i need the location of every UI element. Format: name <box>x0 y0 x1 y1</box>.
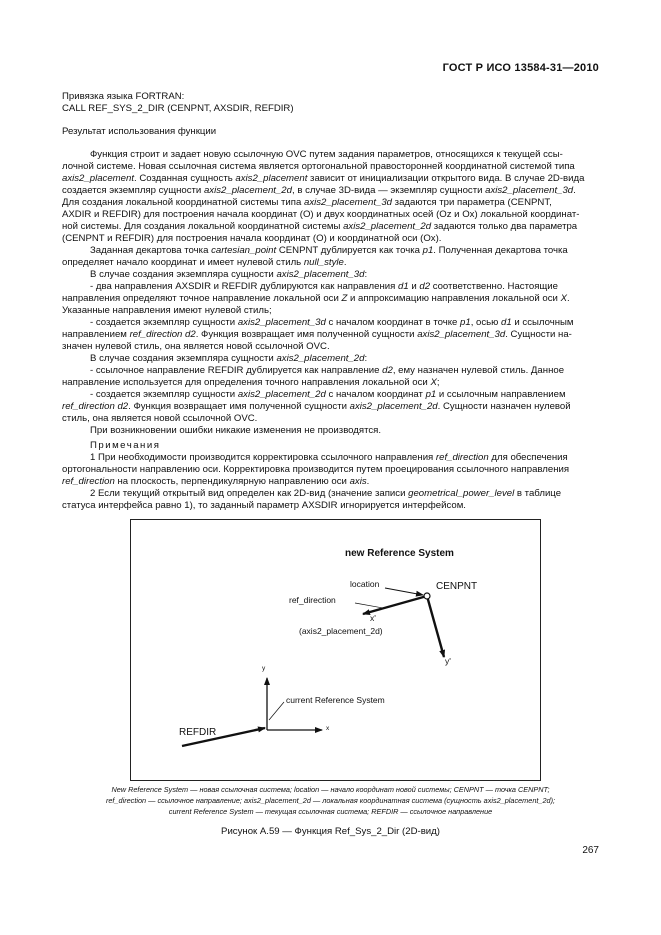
body-line: направлением ref_direction d2. Функция возвращает имя полученной сущности axis2_placement_3d. Сущности на- <box>62 329 572 340</box>
current-rs-label: current Reference System <box>286 695 385 705</box>
axis-placement-label: (axis2_placement_2d) <box>299 626 383 636</box>
y-prime-label: y' <box>445 656 451 666</box>
note-line: ортогональности направлению оси. Корректировка производится путем проецирования ссылочного направления <box>62 464 570 475</box>
body-line: направление используется для определения точного направления локальной оси X; <box>62 377 440 388</box>
note-line: 1 При необходимости производится корректировка ссылочного направления ref_direction для обеспечения <box>90 452 568 463</box>
x-prime-axis <box>363 596 427 614</box>
current-rs-leader <box>269 702 284 720</box>
legend-line: New Reference System — новая ссылочная система; location — начало координат новой системы; CENPNT — точка CENPNT; <box>111 785 550 794</box>
body-line: Заданная декартова точка cartesian_point CENPNT дублируется как точка p1. Полученная декартова точка <box>90 245 568 256</box>
body-line: значен нулевой стиль, она является новой ссылочной OVC. <box>62 341 330 352</box>
location-arrow <box>385 588 423 595</box>
y-axis-label: y <box>262 665 266 672</box>
body-line: ной системы. Для создания локальной координатной системы axis2_placement_2d задаются только два параметра <box>62 221 578 232</box>
note-line: статуса интерфейса равно 1), то заданный параметр AXSDIR игнорируется интерфейсом. <box>62 500 466 511</box>
note-line: ref_direction на плоскость, перпендикулярную направлению оси axis. <box>62 476 370 487</box>
body-line: ref_direction d2. Функция возвращает имя полученной сущности axis2_placement_2d. Сущности назначен нулевой <box>62 401 571 412</box>
body-line: направления определяют точное направление локальной оси Z и аппроксимацию направления локальной оси X. <box>62 293 570 304</box>
legend-line: current Reference System — текущая ссылочная система; REFDIR — ссылочное направление <box>168 807 493 816</box>
standard-header: ГОСТ Р ИСО 13584-31—2010 <box>442 62 599 74</box>
body-line: AXDIR и REFDIR) для построения начала координат (О) и двух координатных осей (Oz и Ox) локальной координат- <box>62 209 580 220</box>
note-line: 2 Если текущий открытый вид определен как 2D-вид (значение записи geometrical_power_level в таблице <box>90 488 562 499</box>
body-line: - ссылочное направление REFDIR дублируется как направление d2, ему назначен нулевой стиль. Данное <box>90 365 565 376</box>
ref-direction-label: ref_direction <box>289 595 336 605</box>
body-line: - два направления AXSDIR и REFDIR дублируются как направления d1 и d2 соответственно. Настоящие <box>90 281 558 292</box>
location-label: location <box>350 579 380 589</box>
figure-drawing <box>131 520 542 782</box>
body-line: В случае создания экземпляра сущности axis2_placement_3d: <box>90 269 368 280</box>
body-line: - создается экземпляр сущности axis2_placement_3d с началом координат в точке p1, осью d1 и ссылочным <box>90 317 574 328</box>
legend-line: ref_direction — ссылочное направление; axis2_placement_2d — локальная координатная система (сущность axis2_placement_2d); <box>105 796 556 805</box>
body-line: Функция строит и задает новую ссылочную OVC путем задания параметров, относящихся к текущей ссы- <box>90 149 563 160</box>
body-line: стиль, она является новой ссылочной OVC. <box>62 413 258 424</box>
body-line: В случае создания экземпляра сущности axis2_placement_2d: <box>90 353 368 364</box>
cenpnt-label: CENPNT <box>436 581 478 592</box>
page-number: 267 <box>582 845 599 856</box>
body-line: создается экземпляр сущности axis2_placement_2d, в случае 3D-вида — экземпляр сущности axis2_placement_3d. <box>62 185 576 196</box>
body-line: Для создания локальной координатной системы типа axis2_placement_3d задаются три параметра (CENPNT, <box>62 197 552 208</box>
x-prime-label: x' <box>370 613 376 623</box>
body-line: Указанные направления имеют нулевой стиль; <box>62 305 272 316</box>
figure-frame <box>130 519 541 781</box>
figure-caption: Рисунок А.59 — Функция Ref_Sys_2_Dir (2D-вид) <box>221 826 440 837</box>
y-prime-axis <box>427 596 444 657</box>
body-line: (CENPNT и REFDIR) для построения начала координат (О) и координатной оси (Ox). <box>62 233 442 244</box>
body-line: определяет начало координат и имеет нулевой стиль null_style. <box>62 257 347 268</box>
body-line: - создается экземпляр сущности axis2_placement_2d с началом координат p1 и ссылочным направлением <box>90 389 566 400</box>
binding-line-2: CALL REF_SYS_2_DIR (CENPNT, AXSDIR, REFDIR) <box>62 103 294 114</box>
result-heading: Результат использования функции <box>62 126 217 137</box>
body-line: При возникновении ошибки никакие изменения не производятся. <box>90 425 382 436</box>
body-line: axis2_placement. Созданная сущность axis2_placement зависит от инициализации открытого вида. В случае 2D-вида <box>62 173 585 184</box>
refdir-label: REFDIR <box>179 727 217 738</box>
binding-line-1: Привязка языка FORTRAN: <box>62 91 185 102</box>
cenpnt-origin <box>424 593 430 599</box>
x-axis-label: x <box>326 725 330 732</box>
notes-heading: Примечания <box>90 440 161 451</box>
ref-direction-leader <box>355 603 383 608</box>
figure-title: new Reference System <box>345 548 454 559</box>
body-line: лочной системе. Новая ссылочная система является ортогональной правосторонней координатной системой типа <box>62 161 575 172</box>
